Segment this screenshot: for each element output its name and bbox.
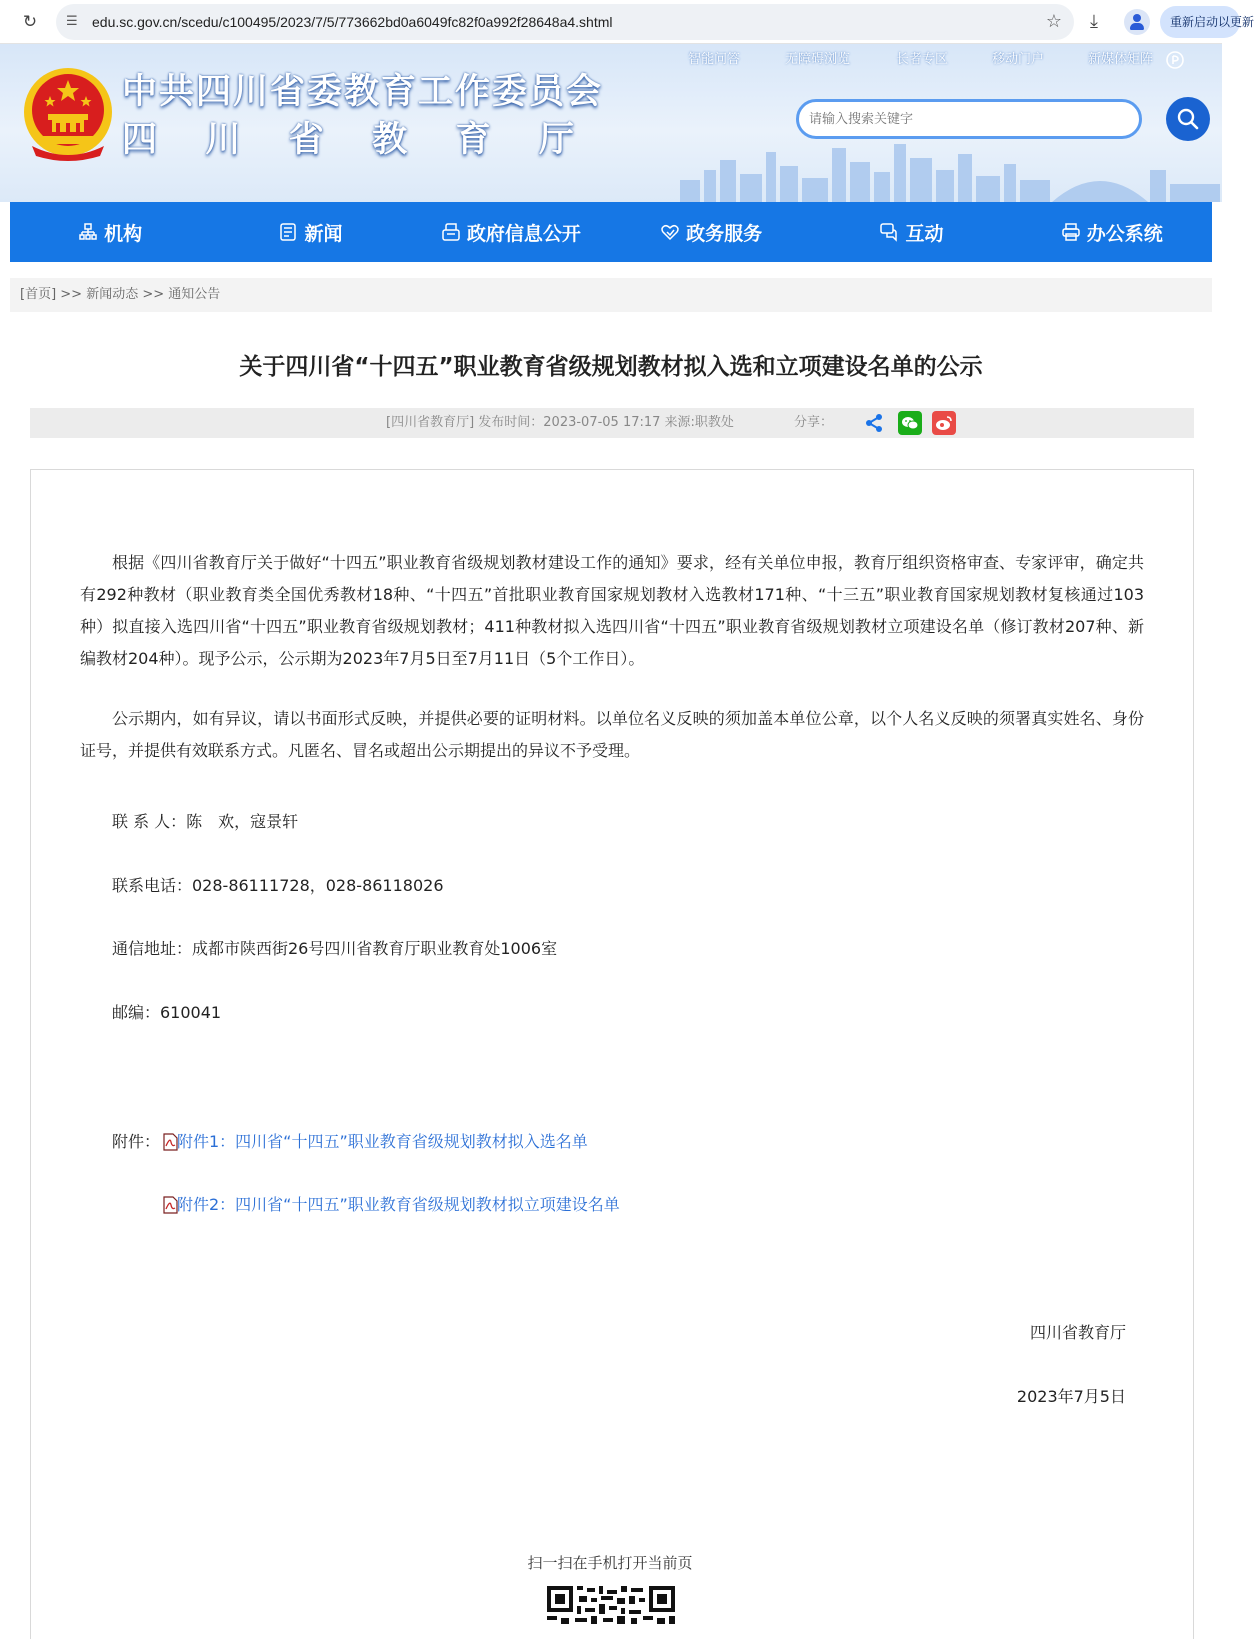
article-title: 关于四川省“十四五”职业教育省级规划教材拟入选和立项建设名单的公示 (239, 354, 983, 380)
breadcrumb-sep: >> (138, 287, 169, 302)
nav-item-office[interactable] (1012, 202, 1212, 262)
wechat-icon[interactable] (898, 411, 922, 435)
main-nav (10, 202, 1212, 262)
publish-date: 2023年7月5日 (1016, 1387, 1126, 1406)
breadcrumb-sep: >> (56, 287, 87, 302)
download-icon[interactable]: ⤓ (1090, 11, 1098, 32)
news-icon (278, 222, 298, 242)
chat-icon (879, 222, 899, 242)
body-paragraph: 公示期内，如有异议，请以书面形式反映，并提供必要的证明材料。以单位名义反映的须加盖本单位公章，以个人名义反映的须署真实姓名、身份证号，并提供有效联系方式。凡匿名、冒名或超出公示期提出的异议不予受理。 (80, 709, 1144, 760)
site-title[interactable]: 中共四川省委教育工作委员会 (122, 72, 604, 112)
subtitle-char: 教 (372, 120, 408, 160)
top-link-elderly[interactable]: 长者专区 (896, 52, 949, 67)
top-link-mobile[interactable]: 移动门户 (992, 52, 1045, 67)
contact-address: 通信地址：成都市陕西街26号四川省教育厅职业教育处1006室 (112, 939, 558, 958)
breadcrumb-home[interactable]: [首页] (20, 287, 57, 302)
printer-icon (1061, 222, 1081, 242)
nav-label: 互动 (905, 222, 944, 245)
info-icon (441, 222, 461, 242)
top-link-accessibility[interactable]: 无障碍浏览 (785, 52, 851, 67)
subtitle-char: 育 (455, 120, 491, 160)
breadcrumb-current[interactable]: 通知公告 (168, 287, 221, 302)
restart-update-button[interactable]: 重新启动以更新 (1160, 6, 1240, 38)
pdf-icon (162, 1133, 178, 1151)
qr-caption: 扫一扫在手机打开当前页 (527, 1554, 693, 1572)
nav-label: 政务服务 (686, 222, 763, 245)
search-icon (1176, 107, 1200, 131)
site-header (0, 44, 1222, 202)
attachment-link-2[interactable]: 附件2：四川省“十四五”职业教育省级规划教材拟立项建设名单 (177, 1195, 620, 1214)
nav-label: 政府信息公开 (466, 222, 581, 245)
new-media-icon[interactable] (1166, 51, 1184, 69)
reload-icon[interactable]: ↻ (22, 12, 38, 32)
weibo-icon[interactable] (932, 411, 956, 435)
share-label: 分享： (794, 415, 834, 430)
breadcrumb-section[interactable]: 新闻动态 (86, 287, 139, 302)
contact-phone: 联系电话：028-86111728，028-86118026 (112, 876, 444, 895)
top-link-smart-qa[interactable]: 智能问答 (688, 52, 741, 67)
subtitle-char: 省 (288, 120, 324, 160)
org-icon (78, 222, 98, 242)
nav-item-news[interactable] (210, 202, 410, 262)
service-icon (660, 222, 680, 242)
profile-icon[interactable] (1124, 9, 1150, 35)
site-subtitle[interactable] (122, 118, 574, 162)
nav-item-org[interactable] (10, 202, 210, 262)
attachment-link-1[interactable]: 附件1：四川省“十四五”职业教育省级规划教材拟入选名单 (177, 1132, 588, 1151)
breadcrumb (10, 278, 1212, 312)
nav-label: 新闻 (304, 222, 343, 245)
subtitle-char: 四 (122, 120, 158, 160)
signature: 四川省教育厅 (1029, 1323, 1126, 1342)
postcode: 邮编：610041 (112, 1003, 222, 1022)
nav-item-info-public[interactable] (411, 202, 611, 262)
subtitle-char: 川 (205, 120, 241, 160)
pdf-icon (162, 1196, 178, 1214)
national-emblem-icon (22, 66, 114, 160)
subtitle-char: 厅 (538, 120, 574, 160)
nav-label: 机构 (104, 222, 143, 245)
qr-code (545, 1584, 677, 1627)
share-icon[interactable] (862, 411, 886, 435)
skyline-decoration (680, 140, 1220, 202)
top-link-new-media[interactable]: 新媒体矩阵 (1088, 52, 1154, 67)
search-button[interactable] (1166, 97, 1210, 141)
url-text[interactable]: edu.sc.gov.cn/scedu/c100495/2023/7/5/773662bd0a6049fc82f0a992f28648a4.shtml (92, 14, 613, 30)
nav-item-services[interactable] (611, 202, 811, 262)
star-icon[interactable]: ☆ (1045, 11, 1062, 32)
site-info-icon[interactable]: ☰ (66, 14, 78, 29)
search-input[interactable] (796, 99, 1142, 139)
browser-toolbar (0, 0, 1254, 44)
top-links (688, 50, 1208, 70)
contact-person: 联 系 人：陈 欢，寇景轩 (112, 812, 299, 831)
article-meta (30, 408, 1194, 438)
meta-info: [四川省教育厅] 发布时间：2023-07-05 17:17 来源:职教处 (386, 415, 734, 430)
attachments-label: 附件： (112, 1132, 161, 1151)
address-bar[interactable] (56, 4, 1074, 40)
nav-label: 办公系统 (1086, 222, 1163, 245)
body-paragraph: 根据《四川省教育厅关于做好“十四五”职业教育省级规划教材建设工作的通知》要求，经有关单位申报，教育厅组织资格审查、专家评审，确定共有292种教材（职业教育类全国优秀教材18种、“十四五”首批职业教育国家规划教材入选教材171种、“十三五”职业教育国家规划教材复核通过103种）拟直接入选四川省“十四五”职业教育省级规划教材；411种教材拟入选四川省“十四五”职业教育省级规划教材立项建设名单（修订教材207种、新编教材204种）。现予公示，公示期为2023年7月5日至7月11日（5个工作日）。 (80, 553, 1144, 668)
nav-item-interact[interactable] (811, 202, 1011, 262)
